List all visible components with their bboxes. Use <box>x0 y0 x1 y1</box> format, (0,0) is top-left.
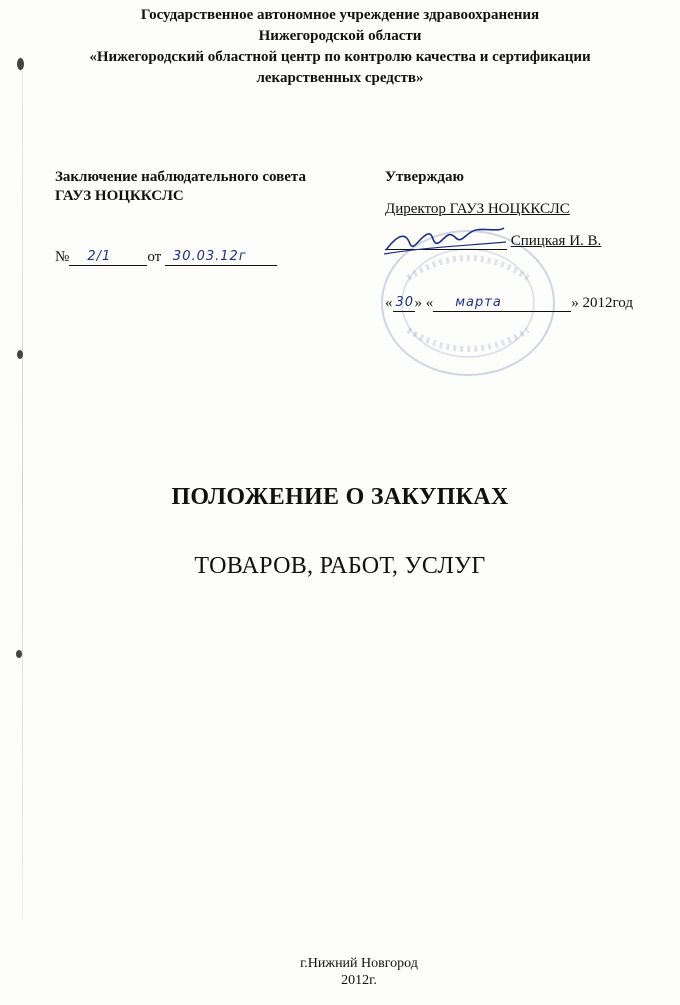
handwritten-day: 30 <box>395 295 415 310</box>
mid-quote: » « <box>414 295 434 311</box>
footer-year: 2012г. <box>341 973 377 988</box>
year-suffix: » 2012год <box>571 295 633 311</box>
handwritten-signature <box>380 222 510 262</box>
handwritten-date: 30.03.12г <box>172 249 247 264</box>
signer-name: Спицкая И. В. <box>510 233 602 249</box>
day-blank <box>393 294 415 312</box>
approval-date-row <box>385 294 633 312</box>
header-line-3: «Нижегородский областной центр по контролю качества и сертификации <box>89 49 591 65</box>
month-blank <box>433 294 571 312</box>
punch-hole-mark <box>16 650 22 658</box>
council-conclusion <box>55 168 365 206</box>
approval-block <box>385 168 464 187</box>
punch-hole-mark <box>17 350 23 359</box>
document-subtitle: ТОВАРОВ, РАБОТ, УСЛУГ <box>194 553 486 579</box>
approve-label: Утверждаю <box>385 169 464 185</box>
number-blank <box>69 248 147 266</box>
from-label: от <box>147 249 162 265</box>
director-title: Директор ГАУЗ НОЦККСЛС <box>385 201 570 217</box>
document-title: ПОЛОЖЕНИЕ О ЗАКУПКАХ <box>171 484 509 510</box>
footer-city: г.Нижний Новгород <box>300 956 418 971</box>
header-line-2: Нижегородской области <box>258 28 422 44</box>
header-line-4: лекарственных средств» <box>256 70 424 86</box>
number-sign: № <box>55 249 70 265</box>
council-line-1: Заключение наблюдательного совета <box>55 169 306 185</box>
council-line-2: ГАУЗ НОЦККСЛС <box>55 188 184 204</box>
header-line-1: Государственное автономное учреждение здравоохранения <box>140 7 540 23</box>
date-blank <box>165 248 277 266</box>
organization-header <box>0 5 680 89</box>
council-number-row <box>55 248 277 266</box>
handwritten-number: 2/1 <box>87 249 112 264</box>
handwritten-month: марта <box>455 295 502 310</box>
footer <box>0 955 680 989</box>
quote-open: « <box>385 295 393 311</box>
